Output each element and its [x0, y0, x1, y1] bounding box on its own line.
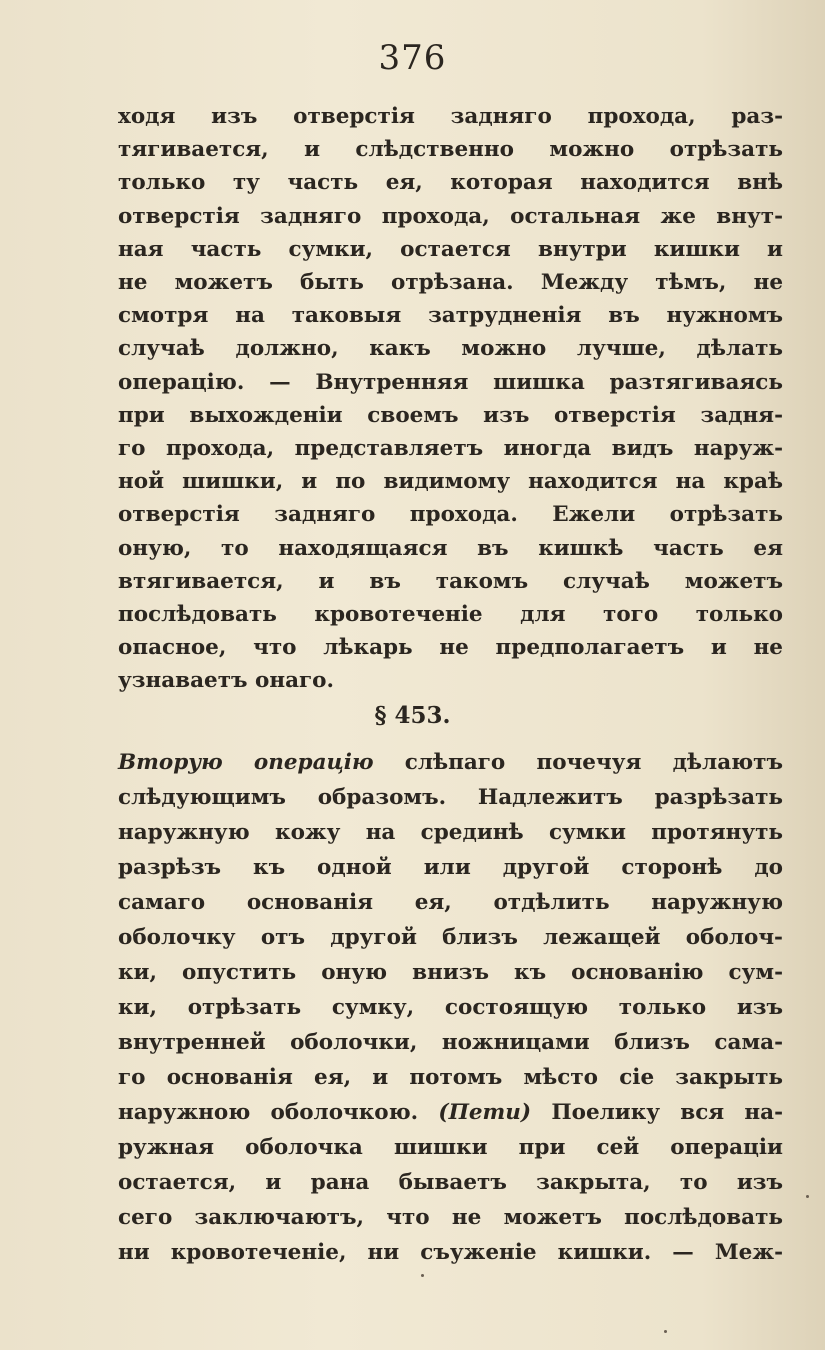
- text-line: только ту часть ея, которая находится внѣ: [118, 170, 783, 196]
- text-line: ни кровотеченіе, ни съуженіе кишки. — Меж-: [118, 1240, 783, 1265]
- text-line: го основанія ея, и потомъ мѣсто сіе закрыть: [118, 1065, 783, 1090]
- text-line: случаѣ должно, какъ можно лучше, дѣлать: [118, 336, 783, 362]
- text-line: ходя изъ отверстія задняго прохода, раз-: [118, 104, 783, 129]
- ink-speck: [421, 1274, 424, 1277]
- cite-pre: наружною оболочкою.: [118, 1100, 439, 1125]
- text-line: оную, то находящаяся въ кишкѣ часть ея: [118, 535, 783, 561]
- text-line: сего заключаютъ, что не можетъ послѣдовать: [118, 1205, 783, 1230]
- text-line: ружная оболочка шишки при сей операціи: [118, 1135, 783, 1160]
- text-line-lead: [118, 748, 783, 777]
- text-line: самаго основанія ея, отдѣлить наружную: [118, 890, 783, 915]
- page-number: 376: [378, 38, 447, 78]
- citation: (Пети): [438, 1100, 532, 1125]
- text-line: при выхожденіи своемъ изъ отверстія задня-: [118, 402, 783, 428]
- text-line: ная часть сумки, остается внутри кишки и: [118, 236, 783, 262]
- text-line: тягивается, и слѣдственно можно отрѣзать: [118, 137, 783, 163]
- text-line: разрѣзъ къ одной или другой сторонѣ до: [118, 855, 783, 880]
- text-line: послѣдовать кровотеченіе для того только: [118, 602, 783, 627]
- text-line-last: узнаваетъ онаго.: [118, 668, 335, 694]
- text-line: остается, и рана бываетъ закрыта, то изъ: [118, 1170, 783, 1195]
- text-line: слѣдующимъ образомъ. Надлежитъ разрѣзать: [118, 785, 783, 810]
- text-line: ки, опустить оную внизъ къ основанію сум-: [118, 960, 783, 985]
- text-line: ки, отрѣзать сумку, состоящую только изъ: [118, 995, 783, 1020]
- text-line: не можетъ быть отрѣзана. Между тѣмъ, не: [118, 270, 783, 295]
- text-line-cite: [118, 1098, 783, 1127]
- lead-rest: слѣпаго почечуя дѣлаютъ: [373, 750, 783, 775]
- ink-speck: [664, 1330, 667, 1333]
- text-line: наружную кожу на срединѣ сумки протянуть: [118, 820, 783, 845]
- text-line: смотря на таковыя затрудненія въ нужномъ: [118, 303, 783, 329]
- text-line: отверстія задняго прохода. Ежели отрѣзать: [118, 502, 783, 528]
- cite-post: Поелику вся на-: [531, 1100, 783, 1125]
- text-line: втягивается, и въ такомъ случаѣ можетъ: [118, 568, 783, 594]
- ink-speck: [806, 1195, 809, 1198]
- text-line: внутренней оболочки, ножницами близъ сама-: [118, 1030, 783, 1055]
- text-line: ной шишки, и по видимому находится на краѣ: [118, 469, 783, 495]
- text-line: операцію. — Внутренняя шишка разтягиваясь: [118, 369, 783, 395]
- italic-lead: Вторую операцію: [118, 750, 374, 775]
- section-heading: § 453.: [374, 702, 451, 729]
- text-line: оболочку отъ другой близъ лежащей оболоч-: [118, 925, 783, 950]
- text-line: го прохода, представляетъ иногда видъ наруж-: [118, 436, 783, 461]
- text-line: отверстія задняго прохода, остальная же внут-: [118, 203, 783, 229]
- text-line: опасное, что лѣкарь не предполагаетъ и не: [118, 635, 783, 661]
